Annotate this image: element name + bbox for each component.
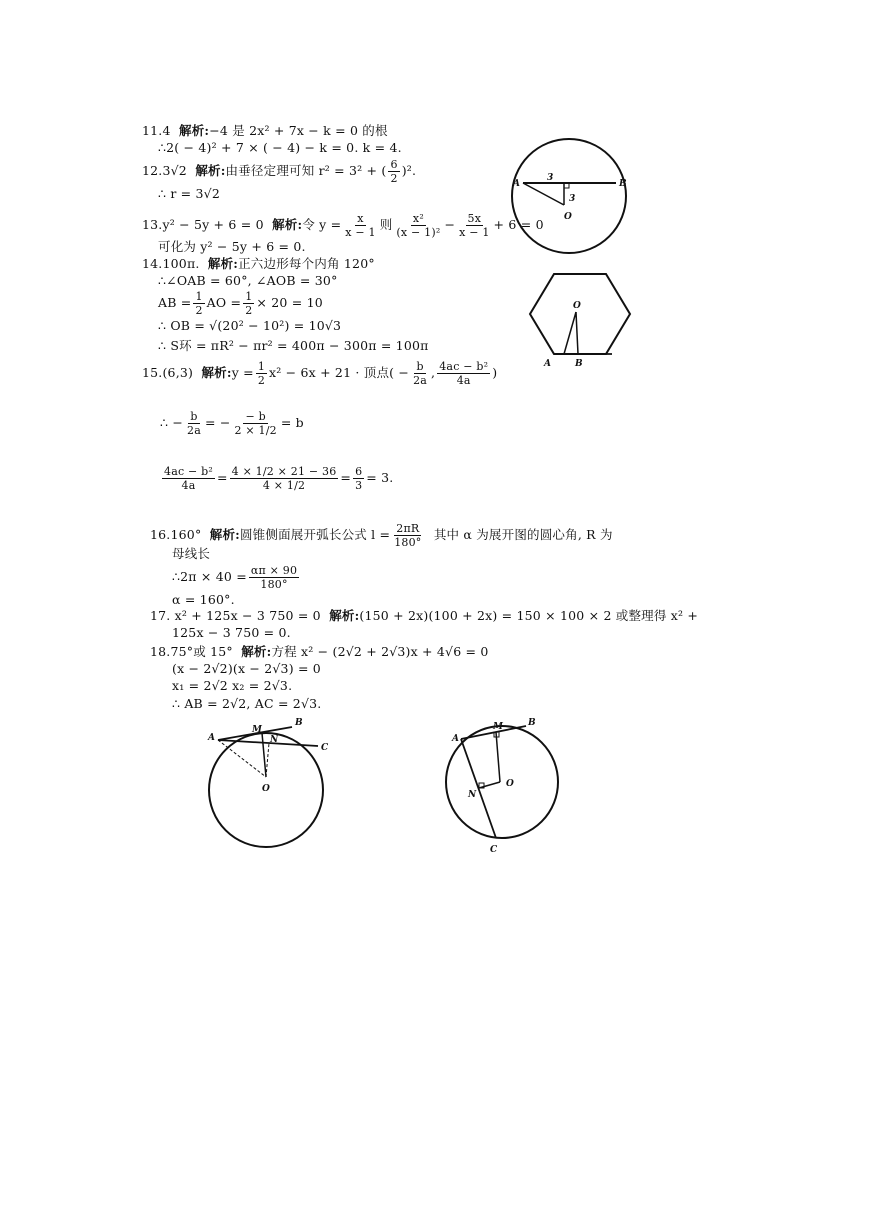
line-18-answer: 18.75°或 15° 解析:方程 x² − (2√2 + 2√3)x + 4√6 = 0 [150, 644, 489, 659]
radius-oa [523, 183, 564, 205]
line-17-answer: 17. x² + 125x − 3 750 = 0 解析:(150 + 2x)(100 + 2x) = 150 × 100 × 2 或整理得 x² + [150, 608, 699, 623]
label-m: M [252, 725, 262, 735]
label-o: O [262, 784, 270, 794]
line-16-answer: 16.160° 解析:圆锥侧面展开弧长公式 l = $\frac{2\pi R}{180^\circ}$ 其中 α 为展开图的圆心角, R 为 [150, 522, 613, 549]
line-16-generatrix: 母线长 [172, 546, 211, 561]
line-12-result: ∴ r = 3√2 [158, 186, 220, 201]
line-14-ab: AB = $\frac{1}{2}$ AO = $\frac{1}{2}$ × 20 = 10 [158, 290, 323, 317]
figure-hexagon [520, 260, 640, 372]
segment-om [496, 732, 500, 782]
line-15-answer: 15.(6,3) 解析:y = $\frac{1}{2}$ x² − 6x + 21 · 顶点( − $\frac{b}{2a}$ , $\frac{\text{4ac − b²}}{4a}$ ) [142, 360, 498, 387]
figure-circle-chords-right [440, 712, 580, 862]
hexagon-outline [530, 274, 630, 354]
label-b: B [619, 179, 627, 189]
line-15-vertex-y: $\frac{\text{4ac − b²}}{4a}$ = $\frac{4 \times 1/2 \times 21 - 36}{4 \times 1/2}$ = $\frac{6}{3}$ = 3. [164, 465, 394, 492]
segment-om [262, 733, 266, 777]
label-o: O [506, 779, 514, 789]
line-18-result: ∴ AB = 2√2, AC = 2√3. [172, 696, 322, 711]
label-a: A [513, 179, 520, 189]
label-a: A [544, 359, 551, 369]
line-11-work: ∴2( − 4)² + 7 × ( − 4) − k = 0. k = 4. [158, 140, 402, 155]
label-o: O [573, 301, 581, 311]
label-c: C [490, 845, 498, 855]
line-18-roots: x₁ = 2√2 x₂ = 2√3. [172, 678, 293, 693]
segment-on [266, 743, 269, 777]
line-13-result: 可化为 y² − 5y + 6 = 0. [158, 239, 306, 254]
line-18-factor: (x − 2√2)(x − 2√3) = 0 [172, 661, 321, 676]
label-b: B [528, 718, 536, 728]
segment-oa [218, 740, 266, 777]
line-16-result: α = 160°. [172, 592, 235, 607]
line-13-answer: 13.y² − 5y + 6 = 0 解析:令 y = $\frac{x}{x - 1}$ 则 $\frac{\text{x²}}{\text{(x − 1)²}}$ − $\frac{5x}{x - 1}$ + 6 = 0 [142, 212, 544, 239]
label-a: A [208, 733, 215, 743]
figure-circle-chord [505, 130, 635, 260]
line-12-answer: 12.3√2 解析:由垂径定理可知 r² = 3² + ( $\frac{6}{2}$ )². [142, 158, 417, 185]
label-c: C [321, 743, 329, 753]
label-b: B [575, 359, 583, 369]
label-b: B [295, 718, 303, 728]
label-seg: 3 [547, 173, 554, 183]
label-o: O [564, 212, 572, 222]
label-a: A [452, 734, 459, 744]
line-16-equation: ∴2π × 40 = $\frac{\alpha\pi \times 90}{180^\circ}$ [172, 564, 298, 591]
line-17-cont: 125x − 3 750 = 0. [172, 625, 291, 640]
line-14-area: ∴ S环 = πR² − πr² = 400π − 300π = 100π [158, 338, 429, 353]
label-rad: 3 [569, 194, 576, 204]
segment-ob [576, 312, 578, 354]
label-n: N [468, 790, 477, 800]
figure-circle-chords-left [200, 712, 340, 857]
line-14-angles: ∴∠OAB = 60°, ∠AOB = 30° [158, 273, 338, 288]
line-14-answer: 14.100π. 解析:正六边形每个内角 120° [142, 256, 375, 271]
line-14-ob: ∴ OB = √(20² − 10²) = 10√3 [158, 318, 342, 333]
segment-oa [564, 312, 576, 354]
label-m: M [493, 722, 503, 732]
line-11-answer: 11.4 解析:−4 是 2x² + 7x − k = 0 的根 [142, 123, 388, 138]
label-n: N [270, 735, 279, 745]
line-15-vertex-x: ∴ − $\frac{b}{2a}$ = − $\frac{- b}{2 \times 1/2}$ = b [160, 410, 304, 437]
